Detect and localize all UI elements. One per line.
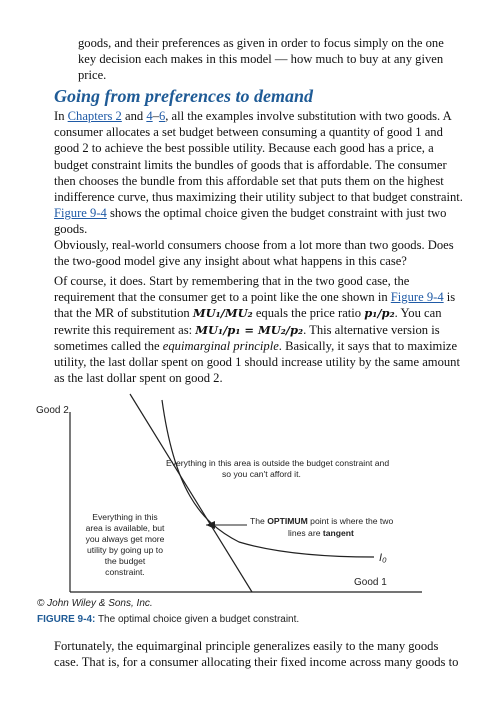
inside-area-label-line-2: area is available, but	[85, 523, 165, 533]
equimarginal-formula: MU₁/p₁ = MU₂/p₂	[195, 322, 304, 337]
price-ratio-formula: p₁/p₂	[364, 306, 395, 321]
indifference-curve-label: I₀	[379, 552, 387, 564]
chapters-2-link[interactable]: Chapters 2	[67, 109, 122, 123]
paragraph-substitution: In Chapters 2 and 4–6, all the examples involve substitution with two goods. A consumer allocates a set budget between consuming a quantity of good 1 and good 2 to achieve the best possible utility. Because each good has a price, a budget constraint limits the bundles of goods that is affordable. The consumer then chooses the bundle from this affordable set that puts them on the highest indifference curve, thus maximizing their utility subject to that budget constraint. Figure 9-4 shows the optimal choice given the budget constraint with just two goods.	[54, 109, 463, 237]
x-axis-label: Good 1	[354, 577, 387, 588]
figure-credit: © John Wiley & Sons, Inc.	[37, 598, 153, 609]
inside-area-label-line-4: utility by going up to	[87, 545, 163, 555]
optimum-label-line-2: lines are tangent	[288, 528, 354, 538]
outside-area-label-line-2: so you can't afford it.	[222, 469, 301, 479]
y-axis-label: Good 2	[36, 405, 69, 416]
figure-caption-text: The optimal choice given a budget constraint.	[95, 614, 300, 625]
paragraph-generalization: Fortunately, the equimarginal principle generalizes easily to the many goods case. That is, for a consumer allocating their fixed income across many goods to	[54, 639, 459, 670]
chapter-4-link[interactable]: 4	[146, 109, 153, 123]
figure-9-4	[34, 392, 426, 594]
figure-caption	[37, 614, 299, 625]
figure-caption-label: FIGURE 9-4:	[37, 614, 96, 625]
figure-9-4-link[interactable]: Figure 9-4	[54, 206, 107, 221]
chapter-6-link[interactable]: 6	[158, 109, 166, 123]
budget-constraint-line	[130, 394, 252, 592]
optimum-label-line-1: The OPTIMUM point is where the two	[250, 516, 394, 526]
figure-9-4-link-2[interactable]: Figure 9-4	[390, 290, 444, 305]
intro-paragraph: goods, and their preferences as given in order to focus simply on the one key decision each makes in this model — how much to buy at any given price.	[78, 36, 444, 83]
paragraph-real-world: Obviously, real-world consumers choose from a lot more than two goods. Does the two-good model give any insight about what happens in this case?	[54, 238, 454, 269]
indifference-curve-diagram	[34, 392, 426, 594]
inside-area-label-line-5: the budget	[104, 556, 146, 566]
inside-area-label-line-6: constraint.	[105, 567, 145, 577]
section-heading: Going from preferences to demand	[54, 86, 313, 106]
outside-area-label-line-1: Everything in this area is outside the budget constraint and	[166, 458, 390, 468]
inside-area-label-line-3: you always get more	[85, 534, 165, 544]
mrs-formula: MU₁/MU₂	[192, 306, 253, 321]
paragraph-equimarginal: Of course, it does. Start by remembering that in the two good case, the requirement that the consumer get to a point like the one shown in Figure 9-4 is that the MR of substitution MU₁/MU₂ equals the price ratio p₁/p₂. You can rewrite this requirement as: MU₁/p₁ = MU₂/p₂. This alternative version is sometimes called the equimarginal principle. Basically, it says that to maximize utility, the last dollar spent on good 1 should increase utility by the same amount as the last dollar spent on good 2.	[54, 274, 460, 386]
inside-area-label-line-1: Everything in this	[92, 512, 158, 522]
